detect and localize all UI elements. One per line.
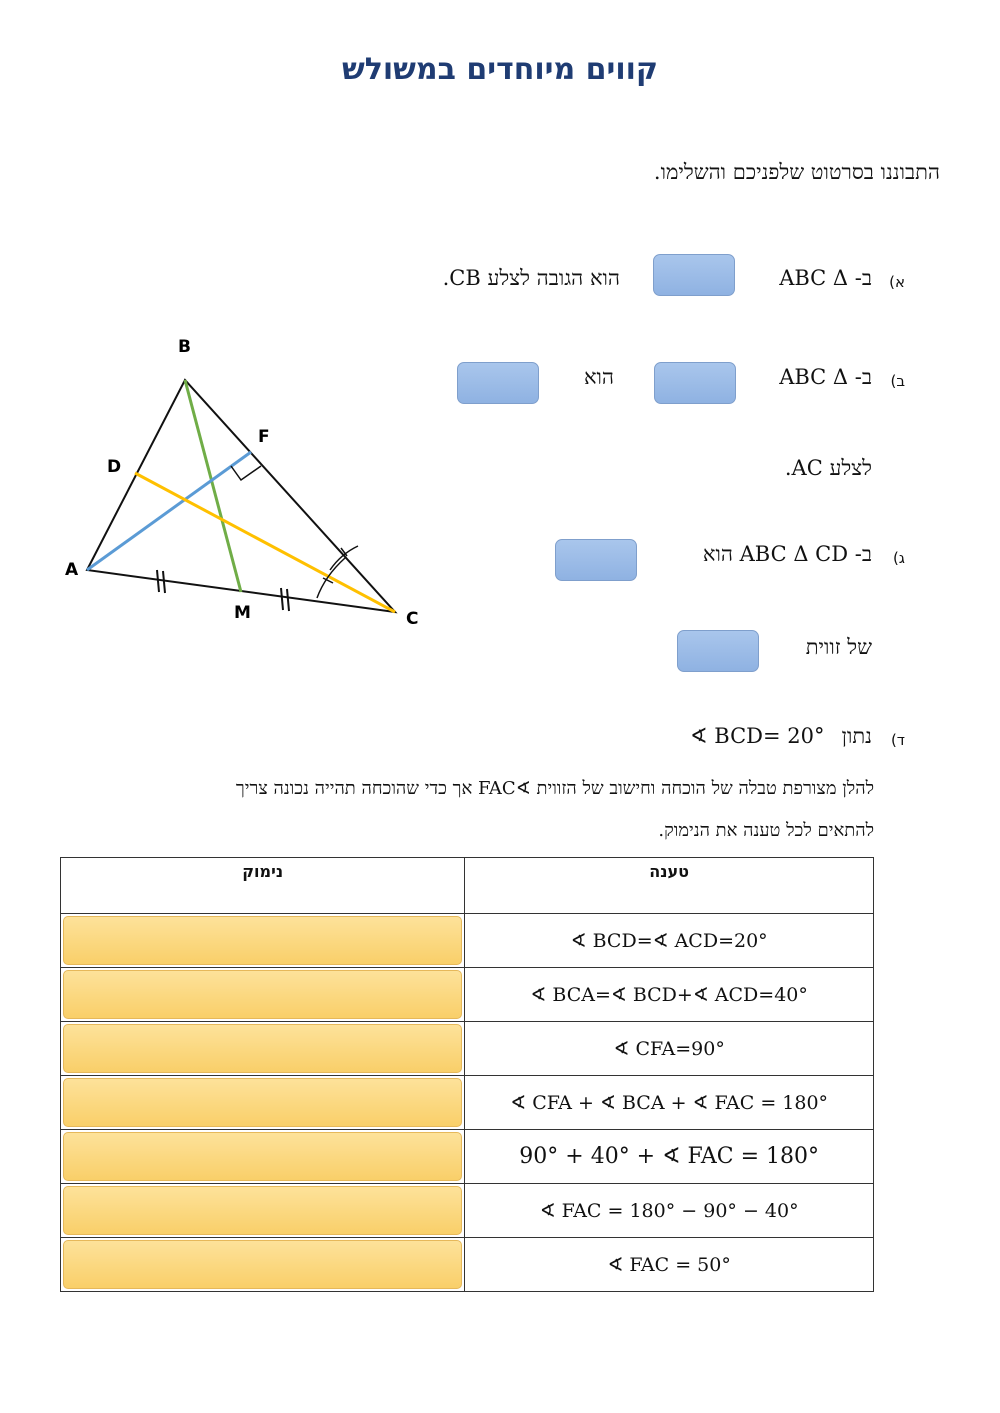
question-c-line2: של זווית xyxy=(805,635,872,659)
reason-drop-box[interactable] xyxy=(63,1132,462,1181)
claim-cell: ∢ BCA=∢ BCD+∢ ACD=40° xyxy=(465,968,874,1022)
label-c: C xyxy=(406,609,419,629)
claim-cell: ∢ CFA + ∢ BCA + ∢ FAC = 180° xyxy=(465,1076,874,1130)
triangle-diagram xyxy=(55,330,435,630)
question-a-answer-box[interactable] xyxy=(653,254,735,296)
label-b: B xyxy=(178,337,191,357)
question-c-prefix: ב- ABC Δ CD הוא xyxy=(702,542,872,566)
question-b-middle: הוא xyxy=(583,365,614,389)
explanation-line-2: להתאים לכל טענה את הנימוק. xyxy=(658,820,874,841)
tick-am-1 xyxy=(157,570,159,592)
reason-cell xyxy=(61,1076,465,1130)
question-b-marker: ב) xyxy=(890,372,905,390)
bisector-cd xyxy=(135,473,395,612)
label-d: D xyxy=(107,457,122,477)
claim-cell: 90° + 40° + ∢ FAC = 180° xyxy=(465,1130,874,1184)
reason-cell xyxy=(61,968,465,1022)
reason-cell xyxy=(61,1238,465,1292)
question-a-prefix: ב- ABC Δ xyxy=(779,266,872,290)
reason-cell xyxy=(61,1130,465,1184)
question-d-marker: ד) xyxy=(890,731,905,749)
reason-cell xyxy=(61,1022,465,1076)
tick-am-2 xyxy=(163,571,165,593)
table-row xyxy=(61,1184,874,1238)
reason-drop-box[interactable] xyxy=(63,1240,462,1289)
explanation-line-1: להלן מצורפת טבלה של הוכחה וחישוב של הזווית ∢FAC אך כדי שהוכחה תהייה נכונה צריך xyxy=(235,778,874,799)
question-c-answer-box-1[interactable] xyxy=(555,539,637,581)
tick-mc-1 xyxy=(281,588,283,610)
question-d-label: נתון xyxy=(841,724,872,748)
reason-cell xyxy=(61,914,465,968)
reason-cell xyxy=(61,1184,465,1238)
claim-cell: ∢ FAC = 50° xyxy=(465,1238,874,1292)
reason-drop-box[interactable] xyxy=(63,916,462,965)
instruction-text: התבוננו בסרטוט שלפניכם והשלימו. xyxy=(653,160,940,184)
table-row xyxy=(61,1022,874,1076)
question-a-suffix: הוא הגובה לצלע CB. xyxy=(442,266,620,290)
table-row xyxy=(61,1076,874,1130)
question-b-answer-box-1[interactable] xyxy=(654,362,736,404)
claim-cell: ∢ FAC = 180° − 90° − 40° xyxy=(465,1184,874,1238)
triangle-abc xyxy=(87,380,395,612)
header-claim: טענה xyxy=(465,858,874,914)
table-row xyxy=(61,1130,874,1184)
question-b-line2: לצלע AC. xyxy=(784,456,872,480)
proof-table xyxy=(60,857,874,1292)
table-row xyxy=(61,968,874,1022)
reason-drop-box[interactable] xyxy=(63,970,462,1019)
reason-drop-box[interactable] xyxy=(63,1078,462,1127)
question-c-answer-box-2[interactable] xyxy=(677,630,759,672)
question-a-marker: א) xyxy=(889,273,905,291)
label-f: F xyxy=(258,427,270,447)
table-row xyxy=(61,914,874,968)
claim-cell: ∢ CFA=90° xyxy=(465,1022,874,1076)
question-c-marker: ג) xyxy=(892,549,905,567)
question-b-answer-box-2[interactable] xyxy=(457,362,539,404)
right-angle-mark xyxy=(231,466,261,480)
label-m: M xyxy=(234,603,251,623)
reason-drop-box[interactable] xyxy=(63,1186,462,1235)
label-a: A xyxy=(65,560,79,580)
question-b-prefix: ב- ABC Δ xyxy=(779,365,872,389)
tick-mc-2 xyxy=(287,589,289,611)
page-title: קווים מיוחדים במשולש xyxy=(341,52,659,87)
table-row xyxy=(61,1238,874,1292)
table-header-row xyxy=(61,858,874,914)
question-d-given: ∢ BCD= 20° xyxy=(690,724,825,748)
header-reason: נימוק xyxy=(61,858,465,914)
claim-cell: ∢ BCD=∢ ACD=20° xyxy=(465,914,874,968)
reason-drop-box[interactable] xyxy=(63,1024,462,1073)
